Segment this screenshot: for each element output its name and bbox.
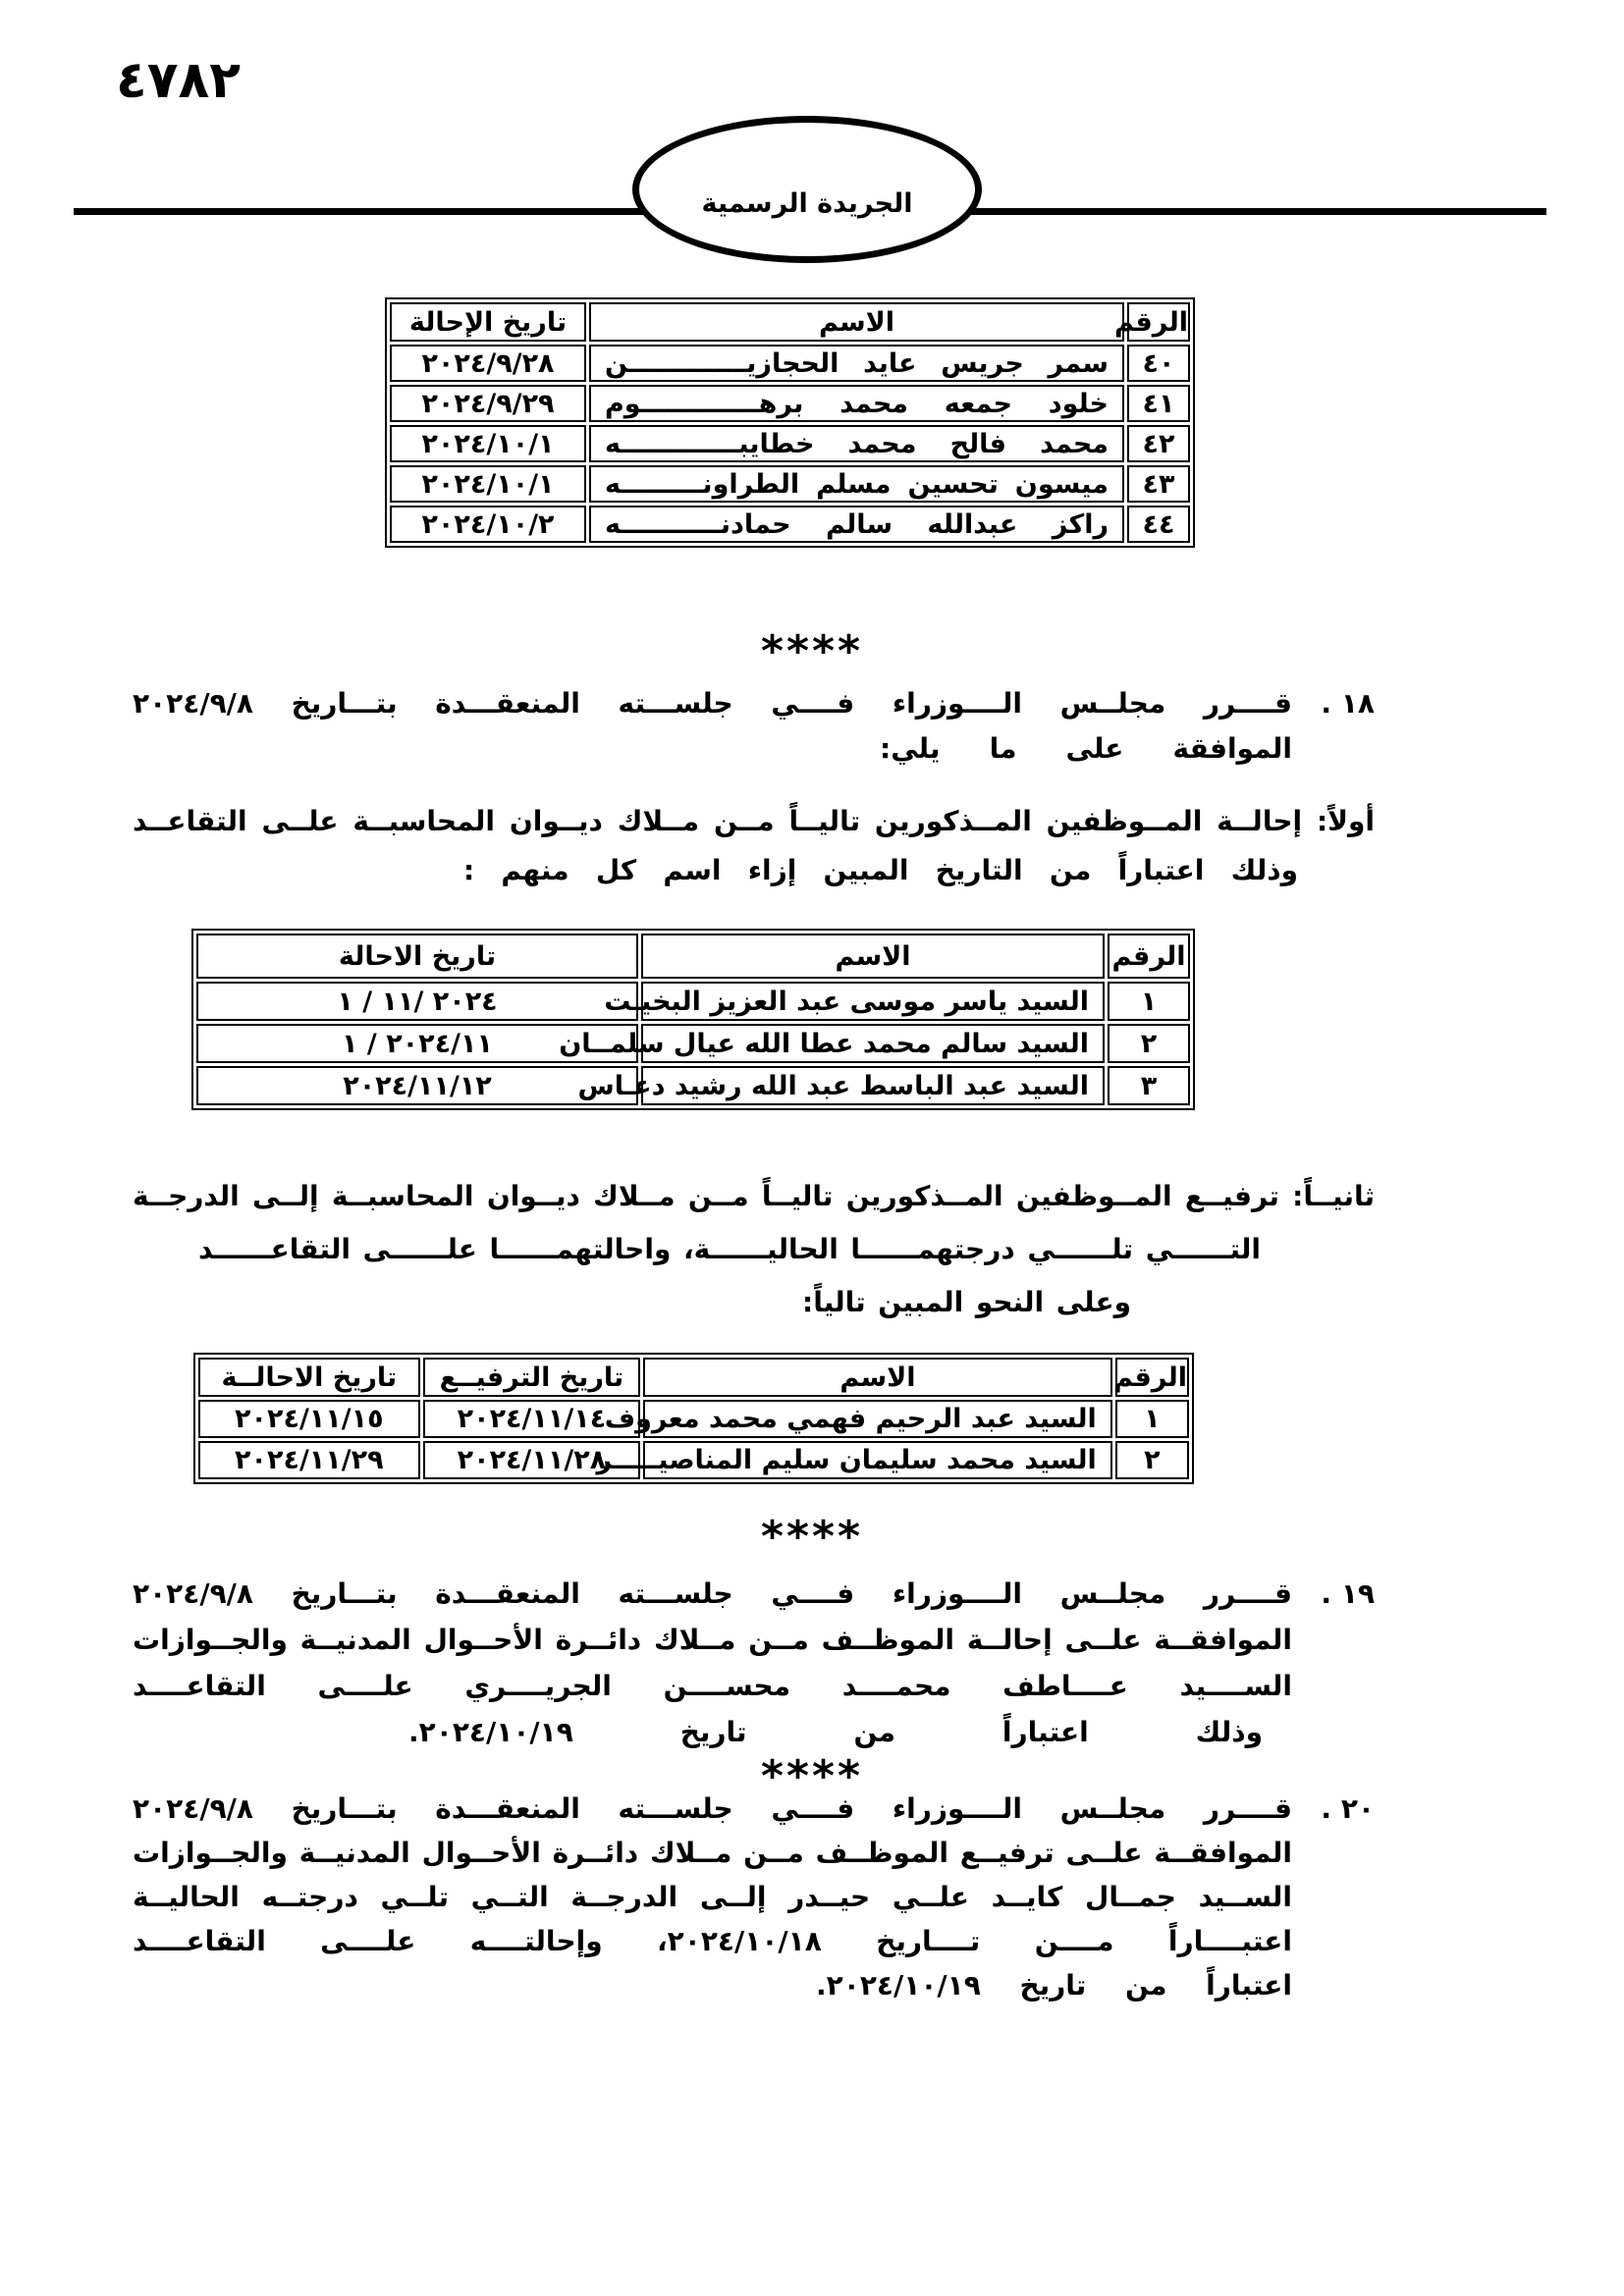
- paragraph-line: الموافقــة علــى إحالــة الموظــف مــن مــلاك دائــرة الأحــوال المدنيــة والجــوازات: [133, 1624, 1292, 1656]
- cell-name: السيد سالم محمد عطا الله عيال سلمــان: [641, 1024, 1105, 1063]
- paragraph-line: الســــيد عــــاطف محمــــد محســــن الجريــــري علــــى التقاعــــد: [133, 1670, 1292, 1702]
- table-row: [390, 465, 1190, 503]
- page-number: ٤٧٨٢: [116, 51, 241, 110]
- cell-name: السيد عبد الباسط عبد الله رشيد دعـاس: [641, 1066, 1105, 1105]
- cell-name: ميسون تحسين مسلم الطراونـــــــــه: [589, 465, 1124, 503]
- cell-number: ٤٠: [1127, 345, 1190, 382]
- clause-first: [133, 797, 1375, 895]
- paragraph-line: ثانيــاً: ترفيــع المــوظفين المــذكورين تاليــاً مــن مــلاك ديــوان المحاسبــة إلــى الدرجــة: [133, 1180, 1375, 1212]
- table-row: [390, 385, 1190, 422]
- cell-referral-date: ٢٠٢٤/١١/١٥: [198, 1400, 420, 1438]
- cell-number: ١: [1115, 1400, 1189, 1438]
- cell-referral-date: ٢٠٢٤/١٠/٢: [390, 506, 586, 543]
- table-row: [196, 982, 1190, 1021]
- paragraph-line: أولاً: إحالــة المــوظفين المــذكورين تاليــاً مــن مــلاك ديــوان المحاسبــة علــى التقاعــد: [133, 805, 1375, 837]
- cell-number: ٤٣: [1127, 465, 1190, 503]
- paragraph-line: اعتباراً من تاريخ ٢٠٢٤/١٠/١٩.: [816, 1969, 1292, 2002]
- decision-item-20: [133, 1787, 1375, 2007]
- asterisk-separator: ****: [760, 1751, 864, 1801]
- clause-second: [133, 1170, 1375, 1329]
- paragraph-line: قــــرر مجلــس الــــوزراء فــــي جلســـته المنعقـــدة بتـــاريخ ٢٠٢٤/٩/٨: [133, 687, 1292, 720]
- table-row: [390, 425, 1190, 462]
- cell-name: السيد ياسر موسى عبد العزيز البخيـت: [641, 982, 1105, 1021]
- cell-number: ٢: [1115, 1441, 1189, 1479]
- gazette-title: الجريدة الرسمية: [701, 187, 913, 219]
- referral-table-1: [385, 297, 1195, 548]
- cell-number: ٢: [1108, 1024, 1190, 1063]
- cell-name: محمد فالح محمد خطايبـــــــــــــه: [589, 425, 1124, 462]
- col-header-name: الاسم: [643, 1358, 1112, 1397]
- cell-name: راكز عبدالله سالم حمادنـــــــــــه: [589, 506, 1124, 543]
- cell-promotion-date: ٢٠٢٤/١١/٢٨: [423, 1441, 641, 1479]
- paragraph-line: وعلى النحو المبين تالياً:: [802, 1286, 1131, 1318]
- col-header-referral-date: تاريخ الاحالــة: [198, 1358, 420, 1397]
- cell-name: سمر جريس عايد الحجازيـــــــــــــن: [589, 345, 1124, 382]
- col-header-name: الاسم: [589, 302, 1124, 342]
- cell-referral-date: ٢٠٢٤/٩/٢٩: [390, 385, 586, 422]
- cell-number: ٤٢: [1127, 425, 1190, 462]
- paragraph-line: الســيد جمــال كايــد علــي حيــدر إلــى الدرجــة التــي تلــي درجتــه الحاليــة: [133, 1881, 1292, 1913]
- table-header-row: [196, 934, 1190, 979]
- item-number: ٢٠ .: [1321, 1792, 1375, 1825]
- table-row: [198, 1400, 1189, 1438]
- cell-name: السيد عبد الرحيم فهمي محمد معروف: [643, 1400, 1112, 1438]
- table-header-row: [390, 302, 1190, 342]
- col-header-referral-date: تاريخ الاحالة: [196, 934, 638, 979]
- paragraph-line: الموافقة على ما يلي:: [880, 732, 1292, 765]
- promotion-table: [193, 1353, 1194, 1484]
- paragraph-line: التــــــي تلــــــي درجتهمــــــا الحاليــــــة، واحالتهمــــــا علــــــى التقاعــــــد: [198, 1233, 1261, 1265]
- masthead-oval: [632, 116, 982, 263]
- cell-referral-date: ٢٠٢٤/٩/٢٨: [390, 345, 586, 382]
- referral-table-2: [191, 929, 1195, 1110]
- paragraph-line: قــــرر مجلــس الــــوزراء فــــي جلســـته المنعقـــدة بتـــاريخ ٢٠٢٤/٩/٨: [133, 1577, 1292, 1610]
- col-header-number: الرقم: [1108, 934, 1190, 979]
- cell-promotion-date: ٢٠٢٤/١١/١٤: [423, 1400, 641, 1438]
- col-header-name: الاسم: [641, 934, 1105, 979]
- asterisk-separator: ****: [760, 626, 864, 676]
- cell-referral-date: ٢٠٢٤/١٠/١: [390, 465, 586, 503]
- cell-number: ٤١: [1127, 385, 1190, 422]
- cell-referral-date: ٢٠٢٤/١١/٢٩: [198, 1441, 420, 1479]
- paragraph-line: الموافقــة علــى ترفيــع الموظــف مــن مــلاك دائــرة الأحــوال المدنيــة والجــوازات: [133, 1837, 1292, 1869]
- cell-name: السيد محمد سليمان سليم المناصيـــــر: [643, 1441, 1112, 1479]
- cell-name: خلود جمعه محمد برهـــــــــــــوم: [589, 385, 1124, 422]
- col-header-number: الرقم: [1127, 302, 1190, 342]
- item-number: ١٩ .: [1321, 1577, 1375, 1610]
- item-number: ١٨ .: [1321, 687, 1375, 720]
- cell-number: ١: [1108, 982, 1190, 1021]
- table-header-row: [198, 1358, 1189, 1397]
- cell-number: ٤٤: [1127, 506, 1190, 543]
- table-row: [196, 1066, 1190, 1105]
- paragraph-line: قــــرر مجلــس الــــوزراء فــــي جلســـته المنعقـــدة بتـــاريخ ٢٠٢٤/٩/٨: [133, 1792, 1292, 1825]
- table-row: [390, 506, 1190, 543]
- cell-referral-date: ٢٠٢٤/١١/١٢: [196, 1066, 638, 1105]
- cell-number: ٣: [1108, 1066, 1190, 1105]
- paragraph-line: وذلك اعتباراً من تاريخ ٢٠٢٤/١٠/١٩.: [408, 1716, 1263, 1748]
- decision-item-19: [133, 1571, 1375, 1755]
- table-row: [390, 345, 1190, 382]
- decision-item-18: [133, 681, 1375, 772]
- paragraph-line: اعتبــــاراً مــــن تــــاريخ ٢٠٢٤/١٠/١٨، وإحالتــــه علــــى التقاعــــد: [133, 1925, 1292, 1957]
- asterisk-separator: ****: [760, 1512, 864, 1562]
- cell-referral-date: ٢٠٢٤ /١١ / ١: [196, 982, 638, 1021]
- cell-referral-date: ٢٠٢٤/١٠/١: [390, 425, 586, 462]
- cell-referral-date: ٢٠٢٤/١١ / ١: [196, 1024, 638, 1063]
- table-row: [198, 1441, 1189, 1479]
- paragraph-line: وذلك اعتباراً من التاريخ المبين إزاء اسم كل منهم :: [463, 854, 1298, 886]
- col-header-referral-date: تاريخ الإحالة: [390, 302, 586, 342]
- table-row: [196, 1024, 1190, 1063]
- col-header-promotion-date: تاريخ الترفيــع: [423, 1358, 641, 1397]
- col-header-number: الرقم: [1115, 1358, 1189, 1397]
